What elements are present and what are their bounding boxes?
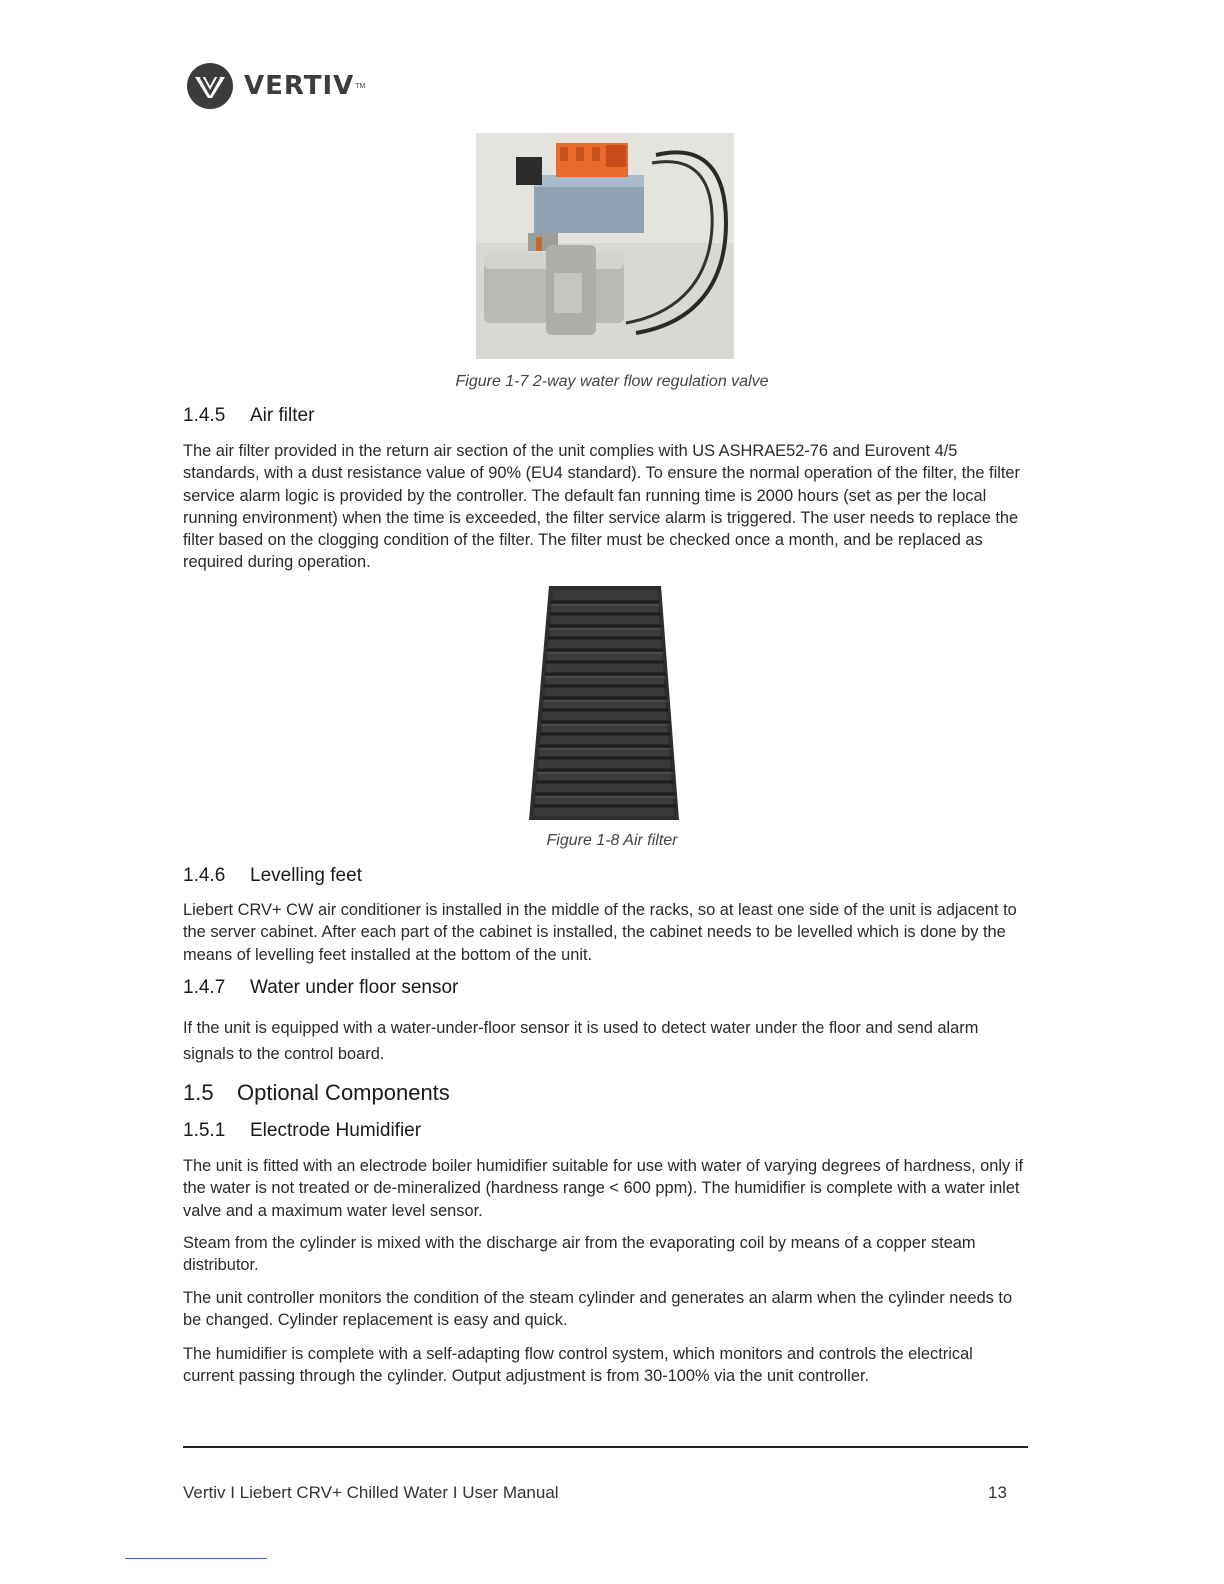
air-filter-photo bbox=[527, 584, 681, 824]
paragraph: The air filter provided in the return air section of the unit complies with US ASHRAE52-76 and Eurovent 4/5 standards, with a dust resistance value of 90% (EU4 standard). To ensure the normal operation of the filter, the filter service alarm logic is provided by the controller. The default fan running time is 2000 hours (set as per the local running environment) when the time is exceeded, the filter service alarm is triggered. The user needs to replace the filter based on the clogging condition of the filter. The filter must be checked once a month, and be replaced as required during operation. bbox=[183, 442, 1020, 572]
section-heading bbox=[183, 977, 458, 999]
footer-divider bbox=[183, 1446, 1028, 1448]
vertiv-logo bbox=[186, 62, 365, 110]
paragraph: The unit controller monitors the condition of the steam cylinder and generates an alarm when the cylinder needs to be changed. Cylinder replacement is easy and quick. bbox=[183, 1289, 1013, 1330]
section-number: 1.5.1 bbox=[183, 1120, 226, 1141]
footer-title: Vertiv I Liebert CRV+ Chilled Water I User Manual bbox=[183, 1483, 559, 1502]
trademark: TM bbox=[355, 82, 366, 90]
section-number: 1.4.7 bbox=[183, 977, 226, 998]
paragraph: The humidifier is complete with a self-adapting flow control system, which monitors and controls the electrical current passing through the cylinder. Output adjustment is from 30-100% via the unit controller. bbox=[183, 1345, 973, 1386]
paragraph: The unit is fitted with an electrode boiler humidifier suitable for use with water of varying degrees of hardness, only if the water is not treated or de-mineralized (hardness range < 600 ppm). The humidifier is complete with a water inlet valve and a maximum water level sensor. bbox=[183, 1157, 1023, 1220]
section-title: Water under floor sensor bbox=[250, 977, 459, 998]
section-heading bbox=[183, 1120, 421, 1142]
section-title: Optional Components bbox=[237, 1080, 450, 1105]
paragraph: Liebert CRV+ CW air conditioner is installed in the middle of the racks, so at least one side of the unit is adjacent to the server cabinet. After each part of the cabinet is installed, the cabinet needs to be levelled which is done by the means of levelling feet installed at the bottom of the unit. bbox=[183, 901, 1017, 964]
section-title: Electrode Humidifier bbox=[250, 1120, 422, 1141]
section-heading bbox=[183, 865, 362, 887]
section-title: Air filter bbox=[250, 405, 315, 426]
section-number: 1.4.6 bbox=[183, 865, 226, 886]
figure-caption: Figure 1-7 2-way water flow regulation valve bbox=[455, 373, 769, 390]
section-title: Levelling feet bbox=[250, 865, 362, 886]
link-underline bbox=[125, 1558, 267, 1559]
valve-photo bbox=[476, 133, 734, 359]
section-number: 1.4.5 bbox=[183, 405, 226, 426]
section-heading bbox=[183, 405, 314, 427]
section-number: 1.5 bbox=[183, 1080, 214, 1105]
paragraph: If the unit is equipped with a water-under-floor sensor it is used to detect water under the floor and send alarm signals to the control board. bbox=[183, 1019, 979, 1063]
brand-name: VERTIV bbox=[244, 71, 355, 101]
valve-illustration bbox=[476, 133, 734, 359]
section-heading-major bbox=[183, 1080, 450, 1106]
paragraph: Steam from the cylinder is mixed with the discharge air from the evaporating coil by means of a copper steam distributor. bbox=[183, 1234, 976, 1275]
air-filter-illustration bbox=[527, 584, 681, 824]
page-number: 13 bbox=[988, 1483, 1007, 1502]
figure-caption: Figure 1-8 Air filter bbox=[546, 832, 678, 849]
vertiv-logo-icon bbox=[186, 62, 234, 110]
